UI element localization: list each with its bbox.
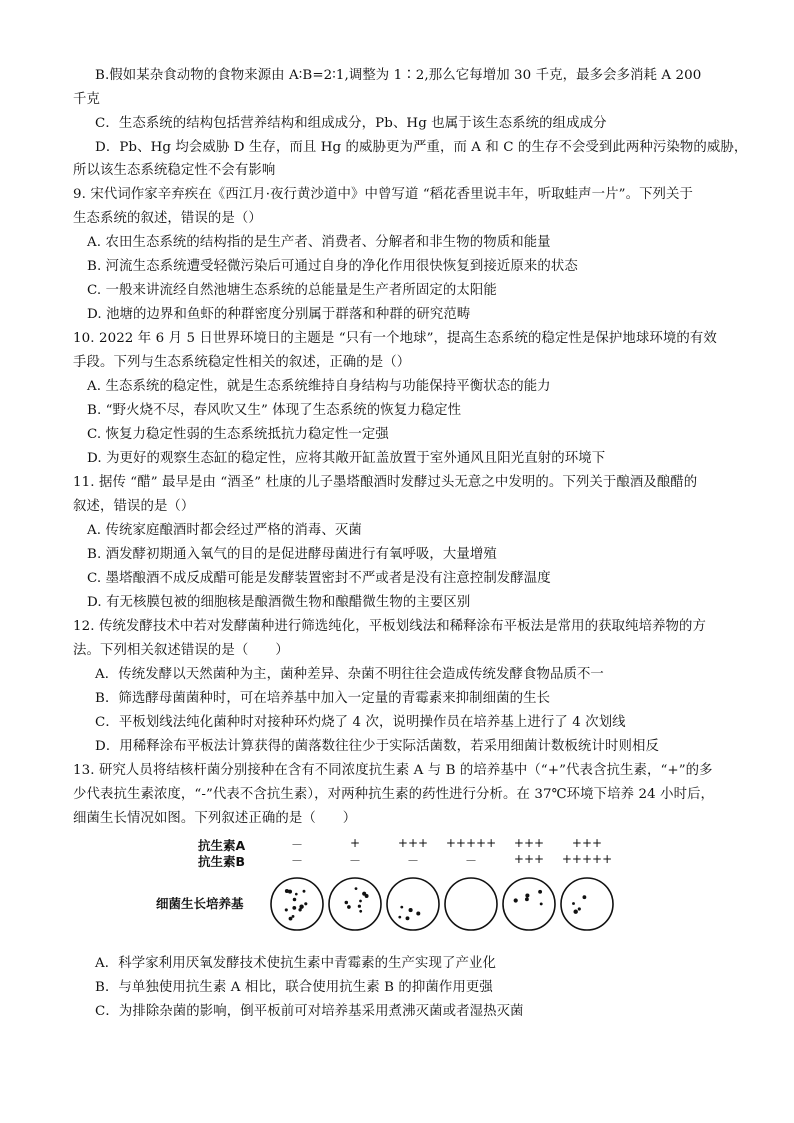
text-line: C. 一般来讲流经自然池塘生态系统的总能量是生产者所固定的太阳能 (87, 283, 497, 298)
text-line: A. 传统家庭酿酒时都会经过严格的消毒、灭菌 (87, 523, 362, 538)
antibiotic-b-level: － (290, 854, 303, 868)
colony-dot (345, 901, 348, 904)
text-line: B. “野火烧不尽，春风吹又生” 体现了生态系统的恢复力稳定性 (87, 403, 462, 418)
text-line: C．平板划线法纯化菌种时对接种环灼烧了 4 次，说明操作员在培养基上进行了 4 次划线 (95, 715, 626, 730)
colony-dot (398, 916, 401, 919)
petri-dishes (150, 832, 620, 942)
colony-dot (355, 887, 358, 890)
text-line: D. 有无核膜包被的细胞核是酿酒微生物和酿醋微生物的主要区别 (87, 595, 471, 610)
text-line: 生态系统的叙述，错误的是（） (73, 211, 262, 226)
text-line: 少代表抗生素浓度，“-”代表不含抗生素），对两种抗生素的药性进行分析。在 37℃环境下培养 24 小时后， (73, 787, 715, 802)
colony-dot (359, 900, 362, 903)
text-line: A．科学家利用厌氧发酵技术使抗生素中青霉素的生产实现了产业化 (95, 956, 496, 971)
antibiotic-b-level: － (348, 854, 361, 868)
colony-dot (574, 910, 578, 914)
bacteria-figure (150, 832, 620, 942)
colony-dot (409, 908, 413, 912)
text-line: 12. 传统发酵技术中若对发酵菌种进行筛选纯化，平板划线法和稀释涂布平板法是常用的获取纯培养物的方 (73, 619, 707, 634)
colony-dot (289, 917, 293, 921)
colony-dot (540, 902, 543, 905)
colony-dot (416, 911, 420, 915)
antibiotic-b-level: +++++ (561, 852, 613, 866)
colony-dot (298, 908, 301, 911)
text-line: 手段。下列与生态系统稳定性相关的叙述，正确的是（） (73, 355, 411, 370)
text-line: A. 农田生态系统的结构指的是生产者、消费者、分解者和非生物的物质和能量 (87, 235, 551, 250)
petri-dish (271, 878, 323, 930)
text-line: 千克 (73, 92, 100, 107)
plate-label: 细菌生长培养基 (156, 896, 244, 911)
antibiotic-a-label: 抗生素A (198, 838, 246, 853)
text-line: D．用稀释涂布平板法计算获得的菌落数往往少于实际活菌数，若采用细菌计数板统计时则相反 (95, 739, 659, 754)
antibiotic-a-level: － (290, 838, 303, 852)
colony-dot (406, 916, 410, 920)
colony-dot (362, 892, 366, 896)
text-line: 11. 据传 “醋” 最早是由 “酒圣” 杜康的儿子墨塔酿酒时发酵过头无意之中发明的。下列关于酿酒及酿醋的 (73, 475, 698, 490)
colony-dot (295, 893, 298, 896)
text-line: 法。下列相关叙述错误的是（ ） (73, 643, 289, 658)
colony-dot (525, 893, 529, 897)
text-line: B.假如某杂食动物的食物来源由 A∶B=2∶1,调整为 1∶2,那么它每增加 30 千克，最多会多消耗 A 200 (95, 68, 702, 83)
text-line: 叙述，错误的是（） (73, 499, 195, 514)
text-line: A. 生态系统的稳定性，就是生态系统维持自身结构与功能保持平衡状态的能力 (87, 379, 551, 394)
text-line: C. 恢复力稳定性弱的生态系统抵抗力稳定性一定强 (87, 427, 389, 442)
antibiotic-a-level: + (349, 836, 361, 850)
colony-dot (400, 906, 403, 909)
antibiotic-b-level: +++ (513, 852, 545, 866)
colony-dot (303, 890, 306, 893)
colony-dot (514, 898, 518, 902)
colony-dot (538, 890, 542, 894)
colony-dot (359, 910, 362, 913)
text-line: 细菌生长情况如图。下列叙述正确的是（ ） (73, 811, 357, 826)
petri-dish (387, 878, 439, 930)
antibiotic-a-level: +++ (571, 836, 603, 850)
colony-dot (304, 902, 307, 905)
text-line: B. 酒发酵初期通入氧气的目的是促进酵母菌进行有氧呼吸，大量增殖 (87, 547, 497, 562)
colony-dot (358, 905, 361, 908)
text-line: B．与单独使用抗生素 A 相比，联合使用抗生素 B 的抑菌作用更强 (95, 980, 493, 995)
antibiotic-b-label: 抗生素B (198, 854, 246, 869)
colony-dot (572, 902, 575, 905)
text-line: 9. 宋代词作家辛弃疾在《西江月·夜行黄沙道中》中曾写道 “稻花香里说丰年，听取蛙声一片”。下列关于 (73, 187, 694, 202)
antibiotic-a-level: +++ (513, 836, 545, 850)
colony-dot (288, 890, 292, 894)
text-line: A．传统发酵以天然菌种为主，菌种差异、杂菌不明往往会造成传统发酵食物品质不一 (95, 667, 604, 682)
antibiotic-a-level: +++++ (445, 836, 497, 850)
text-line: 所以该生态系统稳定性不会有影响 (73, 163, 276, 178)
petri-dish (445, 878, 497, 930)
colony-dot (292, 915, 295, 918)
petri-dish (503, 878, 555, 930)
colony-dot (285, 908, 288, 911)
antibiotic-b-level: － (464, 854, 477, 868)
petri-dish (329, 878, 381, 930)
text-line: C．生态系统的结构包括营养结构和组成成分，Pb、Hg 也属于该生态系统的组成成分 (95, 116, 607, 131)
text-line: C．为排除杂菌的影响，倒平板前可对培养基采用煮沸灭菌或者湿热灭菌 (95, 1004, 524, 1019)
colony-dot (293, 898, 297, 902)
colony-dot (525, 897, 529, 901)
colony-dot (292, 906, 296, 910)
antibiotic-b-level: － (406, 854, 419, 868)
colony-dot (578, 907, 581, 910)
antibiotic-a-level: +++ (397, 836, 429, 850)
colony-dot (583, 895, 587, 899)
petri-dish (561, 878, 613, 930)
text-line: B. 河流生态系统遭受轻微污染后可通过自身的净化作用很快恢复到接近原来的状态 (87, 259, 578, 274)
text-line: 13. 研究人员将结核杆菌分别接种在含有不同浓度抗生素 A 与 B 的培养基中（“+”代表含抗生素，“+”的多 (73, 763, 713, 778)
colony-dot (347, 905, 351, 909)
text-line: C. 墨塔酿酒不成反成醋可能是发酵装置密封不严或者是没有注意控制发酵温度 (87, 571, 551, 586)
text-line: D．Pb、Hg 均会威胁 D 生存，而且 Hg 的威胁更为严重，而 A 和 C 的生存不会受到此两种污染物的威胁， (95, 140, 748, 155)
text-line: D. 池塘的边界和鱼虾的种群密度分别属于群落和种群的研究范畴 (87, 307, 471, 322)
text-line: 10. 2022 年 6 月 5 日世界环境日的主题是 “只有一个地球”，提高生态系统的稳定性是保护地球环境的有效 (73, 331, 717, 346)
text-line: D. 为更好的观察生态缸的稳定性，应将其敞开缸盖放置于室外通风且阳光直射的环境下 (87, 451, 606, 466)
text-line: B．筛选酵母菌菌种时，可在培养基中加入一定量的青霉素来抑制细菌的生长 (95, 691, 551, 706)
